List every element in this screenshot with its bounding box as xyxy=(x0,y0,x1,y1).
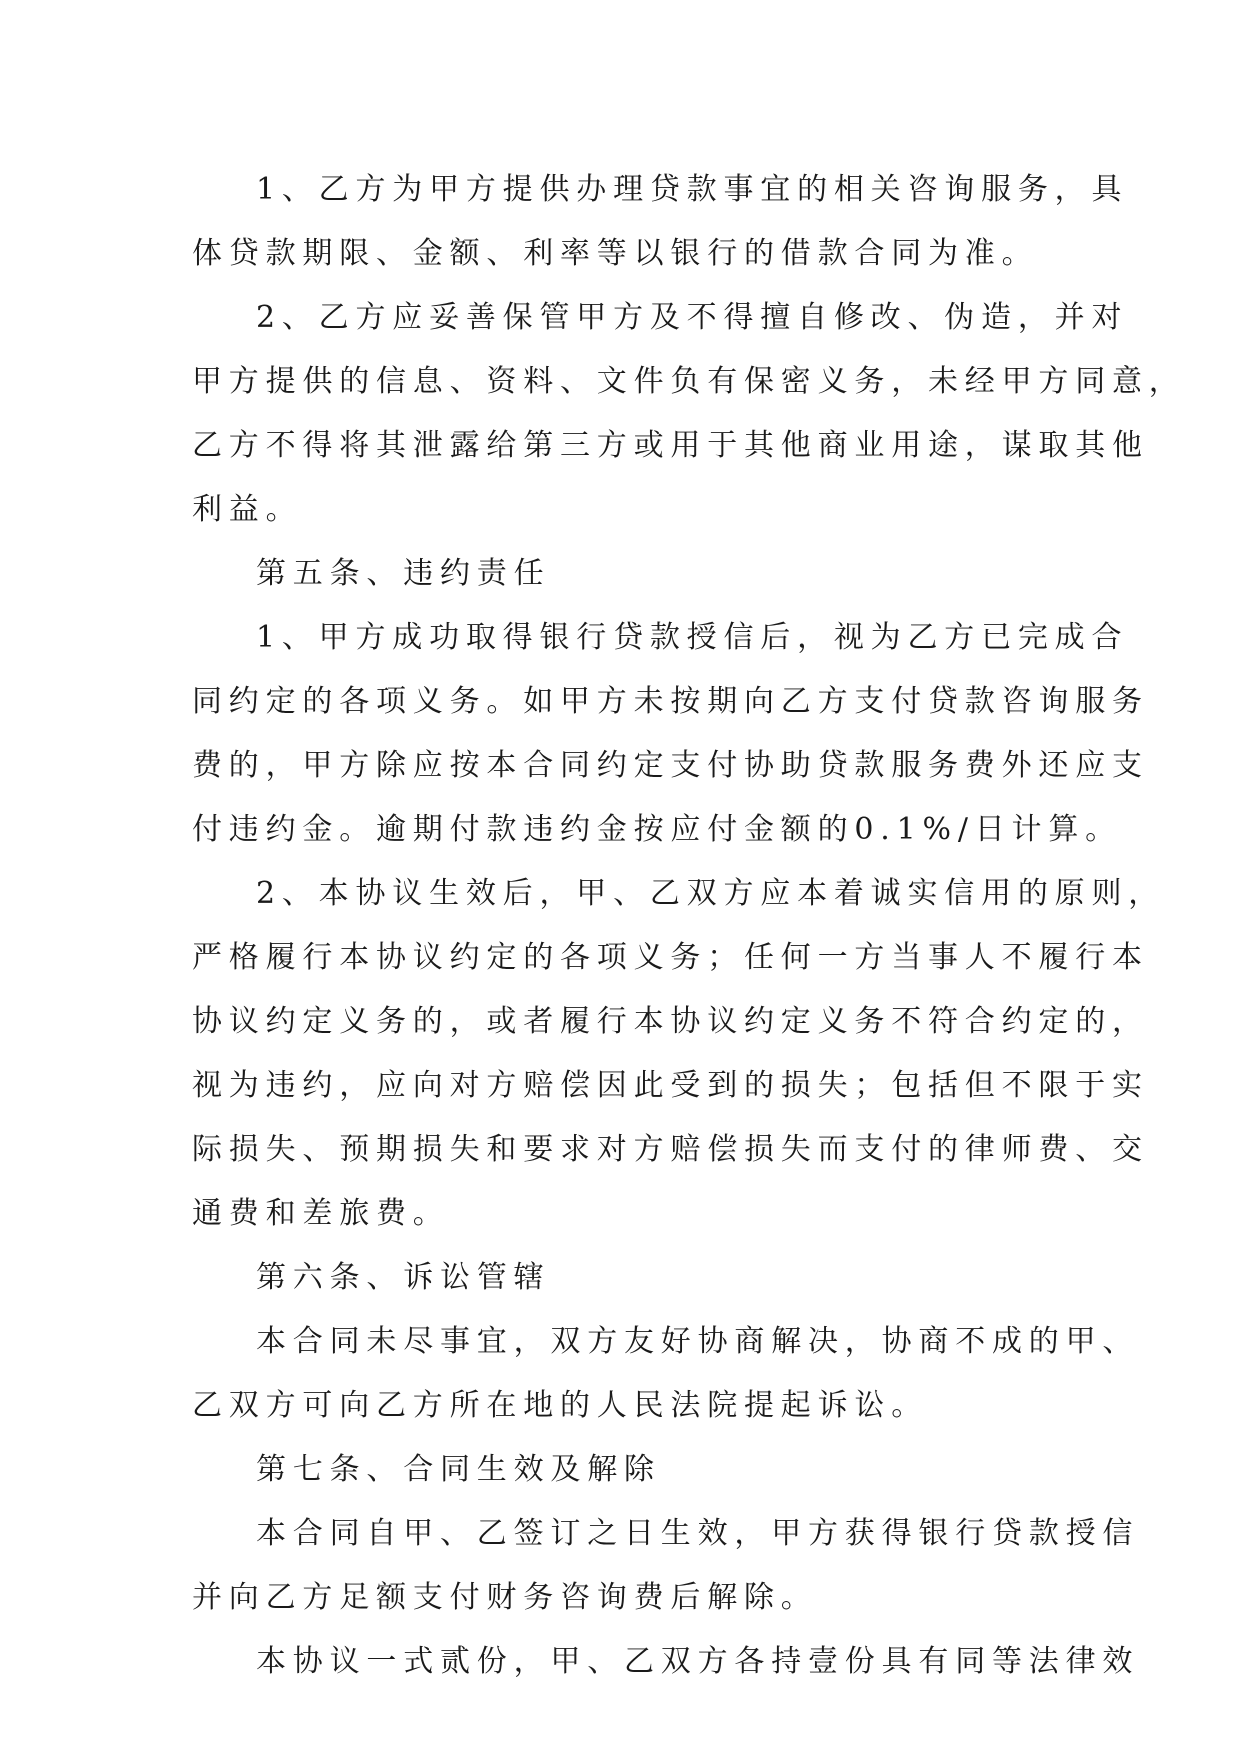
text-line: 1、乙方为甲方提供办理贷款事宜的相关咨询服务，具 xyxy=(256,172,1129,207)
text-line: 第五条、违约责任 xyxy=(256,556,551,591)
text-line: 费的，甲方除应按本合同约定支付协助贷款服务费外还应支 xyxy=(192,748,1149,783)
text-line: 第七条、合同生效及解除 xyxy=(256,1452,661,1487)
text-line: 视为违约，应向对方赔偿因此受到的损失；包括但不限于实 xyxy=(192,1068,1149,1103)
text-line: 并向乙方足额支付财务咨询费后解除。 xyxy=(192,1580,818,1615)
text-line: 体贷款期限、金额、利率等以银行的借款合同为准。 xyxy=(192,236,1039,271)
text-line: 协议约定义务的，或者履行本协议约定义务不符合约定的， xyxy=(192,1004,1149,1039)
text-line: 1、甲方成功取得银行贷款授信后，视为乙方已完成合 xyxy=(256,620,1129,655)
text-line: 付违约金。逾期付款违约金按应付金额的0.1%/日计算。 xyxy=(192,812,1122,847)
text-line: 利益。 xyxy=(192,492,303,527)
text-line: 同约定的各项义务。如甲方未按期向乙方支付贷款咨询服务 xyxy=(192,684,1149,719)
text-line: 第六条、诉讼管辖 xyxy=(256,1260,551,1295)
text-line: 2、乙方应妥善保管甲方及不得擅自修改、伪造，并对 xyxy=(256,300,1129,335)
text-line: 甲方提供的信息、资料、文件负有保密义务，未经甲方同意， xyxy=(192,364,1186,399)
text-line: 乙双方可向乙方所在地的人民法院提起诉讼。 xyxy=(192,1388,928,1423)
text-line: 乙方不得将其泄露给第三方或用于其他商业用途，谋取其他 xyxy=(192,428,1149,463)
text-line: 2、本协议生效后，甲、乙双方应本着诚实信用的原则， xyxy=(256,876,1166,911)
text-line: 本合同未尽事宜，双方友好协商解决，协商不成的甲、 xyxy=(256,1324,1140,1359)
text-line: 本合同自甲、乙签订之日生效，甲方获得银行贷款授信 xyxy=(256,1516,1140,1551)
text-line: 本协议一式贰份，甲、乙双方各持壹份具有同等法律效 xyxy=(256,1644,1140,1679)
text-line: 严格履行本协议约定的各项义务；任何一方当事人不履行本 xyxy=(192,940,1149,975)
text-line: 通费和差旅费。 xyxy=(192,1196,450,1231)
contract-body xyxy=(192,158,1186,1694)
text-line: 际损失、预期损失和要求对方赔偿损失而支付的律师费、交 xyxy=(192,1132,1149,1167)
